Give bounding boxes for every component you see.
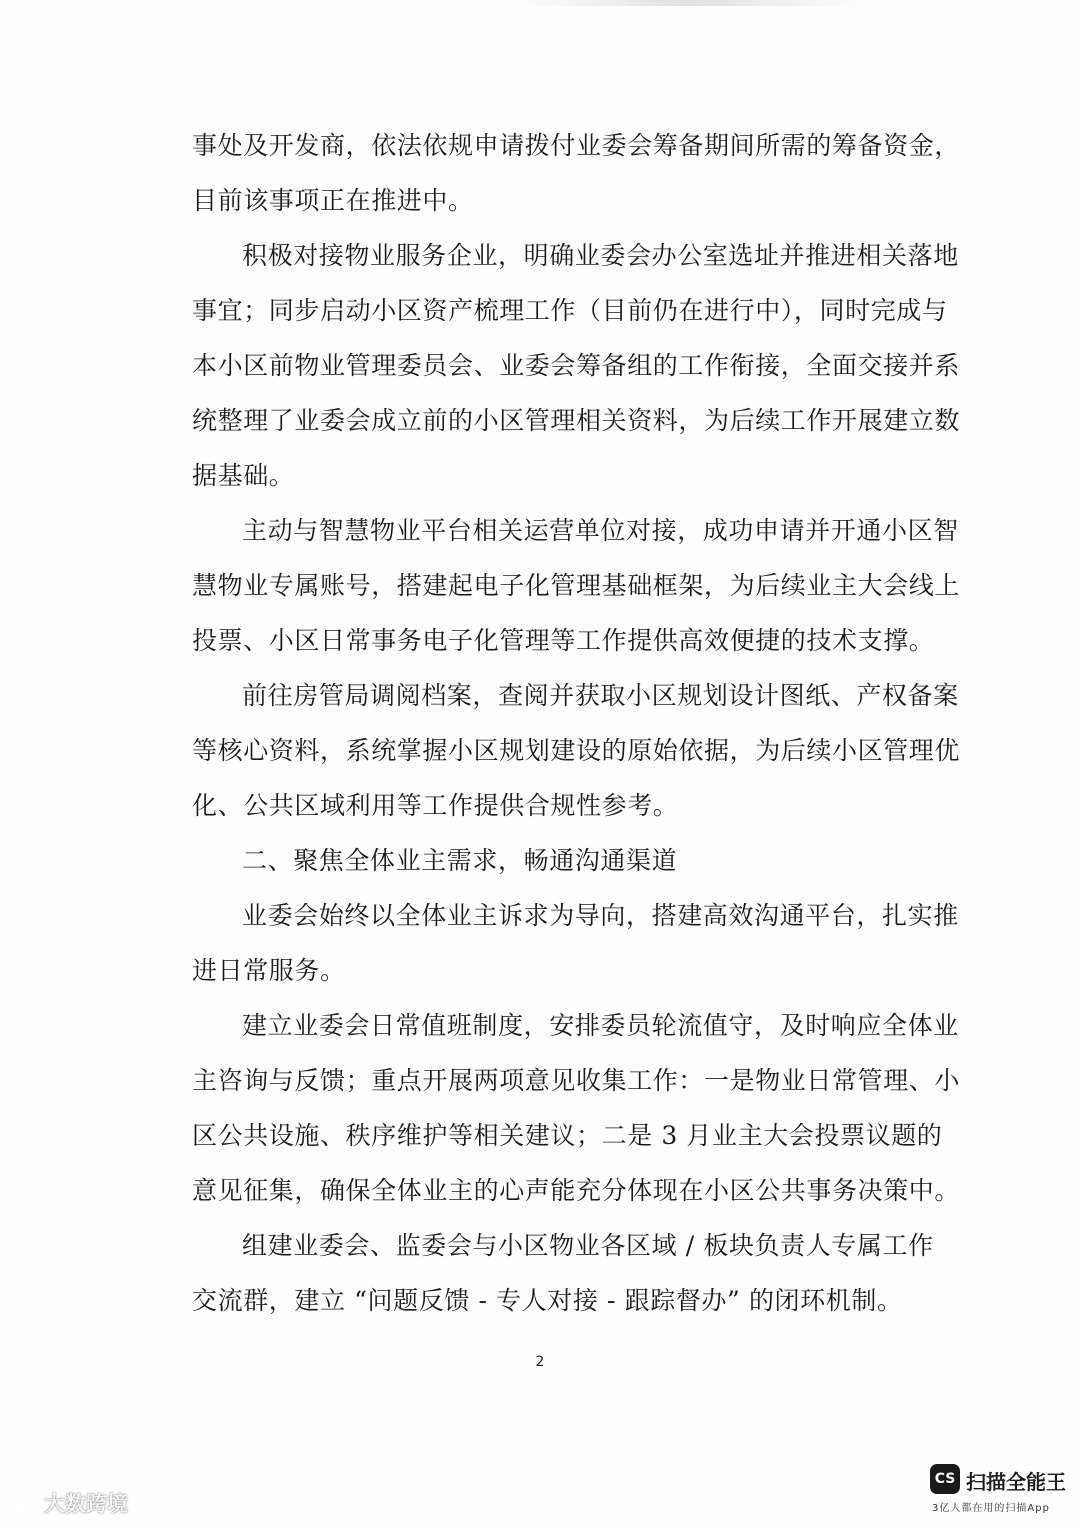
paragraph-start-line: 组建业委会、监委会与小区物业各区域 / 板块负责人专属工作 — [242, 1231, 934, 1260]
scanner-app-slogan: 3亿人都在用的扫描App — [932, 1503, 1050, 1514]
document-body — [192, 118, 961, 1328]
page-number: 2 — [535, 1354, 545, 1370]
text-line: 据基础。 — [192, 461, 295, 490]
text-line: 区公共设施、秩序维护等相关建议；二是 3 月业主大会投票议题的 — [192, 1121, 943, 1150]
text-line: 进日常服务。 — [192, 956, 346, 985]
scanner-app-badge — [930, 1462, 1070, 1518]
text-line: 本小区前物业管理委员会、业委会筹备组的工作衔接，全面交接并系 — [192, 351, 961, 380]
paragraph-start-line: 建立业委会日常值班制度，安排委员轮流值守，及时响应全体业 — [242, 1011, 959, 1040]
text-line: 化、公共区域利用等工作提供合规性参考。 — [192, 791, 679, 820]
paragraph-start-line: 前往房管局调阅档案，查阅并获取小区规划设计图纸、产权备案 — [242, 681, 959, 710]
paragraph-start-line: 积极对接物业服务企业，明确业委会办公室选址并推进相关落地 — [242, 241, 959, 270]
paragraph-start-line: 业委会始终以全体业主诉求为导向，搭建高效沟通平台，扎实推 — [242, 901, 959, 930]
scanner-app-name: 扫描全能王 — [966, 1470, 1066, 1494]
source-watermark — [10, 1488, 128, 1518]
text-line: 投票、小区日常事务电子化管理等工作提供高效便捷的技术支撑。 — [192, 626, 935, 655]
paragraph-start-line: 主动与智慧物业平台相关运营单位对接，成功申请并开通小区智 — [242, 516, 959, 545]
text-line: 目前该事项正在推进中。 — [192, 186, 474, 215]
text-line: 事宜；同步启动小区资产梳理工作（目前仍在进行中），同时完成与 — [192, 296, 948, 325]
text-line: 慧物业专属账号，搭建起电子化管理基础框架，为后续业主大会线上 — [192, 571, 961, 600]
text-line: 意见征集，确保全体业主的心声能充分体现在小区公共事务决策中。 — [192, 1176, 961, 1205]
text-line: 事处及开发商，依法依规申请拨付业委会筹备期间所需的筹备资金， — [192, 131, 961, 160]
scan-edge-mark — [520, 0, 860, 6]
weibo-logo-icon — [10, 1491, 38, 1515]
text-line: 交流群，建立 “问题反馈 - 专人对接 - 跟踪督办” 的闭环机制。 — [192, 1286, 903, 1315]
section-heading: 二、聚焦全体业主需求，畅通沟通渠道 — [242, 846, 678, 875]
text-line: 等核心资料，系统掌握小区规划建设的原始依据，为后续小区管理优 — [192, 736, 961, 765]
watermark-text: 大数跨境 — [44, 1492, 128, 1516]
text-line: 统整理了业委会成立前的小区管理相关资料，为后续工作开展建立数 — [192, 406, 961, 435]
text-line: 主咨询与反馈；重点开展两项意见收集工作：一是物业日常管理、小 — [192, 1066, 961, 1095]
cs-app-icon: CS — [930, 1464, 960, 1494]
